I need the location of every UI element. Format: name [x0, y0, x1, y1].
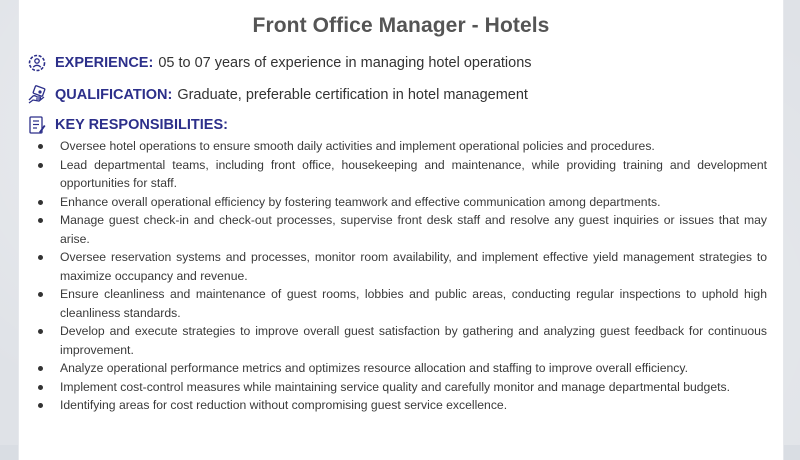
experience-row: [27, 52, 532, 74]
responsibility-item: [38, 193, 767, 212]
responsibility-item: [38, 211, 767, 248]
responsibility-text: Lead departmental teams, including front office, housekeeping and maintenance, while providing training and development opportunities for staff.: [60, 157, 767, 190]
responsibility-item: [38, 359, 767, 378]
responsibility-item: [38, 396, 767, 415]
gear-person-icon: [27, 53, 47, 73]
responsibility-text: Develop and execute strategies to improve overall guest satisfaction by gathering and analyzing guest feedback for continuous improvement.: [60, 324, 767, 357]
qualification-value: Graduate, preferable certification in hotel management: [177, 87, 528, 103]
bullet-icon: [38, 292, 43, 297]
responsibility-text: Implement cost-control measures while maintaining service quality and carefully monitor and manage departmental budgets.: [60, 379, 730, 394]
responsibility-item: [38, 156, 767, 193]
responsibility-text: Enhance overall operational efficiency by fostering teamwork and effective communication among departments.: [60, 194, 661, 209]
responsibility-text: Oversee reservation systems and processes, monitor room availability, and implement effective yield management strategies to maximize occupancy and revenue.: [60, 250, 767, 283]
responsibility-text: Ensure cleanliness and maintenance of guest rooms, lobbies and public areas, conducting regular inspections to uphold high cleanliness standards.: [60, 287, 767, 320]
responsibility-text: Oversee hotel operations to ensure smooth daily activities and implement operational policies and procedures.: [60, 139, 655, 153]
bullet-icon: [38, 329, 43, 334]
bullet-icon: [38, 200, 43, 205]
responsibility-text: Manage guest check-in and check-out processes, supervise front desk staff and resolve any guest inquiries or issues that may arise.: [60, 213, 767, 246]
responsibilities-list: [38, 137, 767, 415]
experience-value: 05 to 07 years of experience in managing hotel operations: [158, 55, 532, 71]
responsibility-item: [38, 137, 767, 156]
qualification-label: QUALIFICATION:: [55, 87, 173, 103]
bullet-icon: [38, 385, 43, 390]
responsibility-item: [38, 378, 767, 397]
checklist-icon: [27, 115, 47, 135]
job-description-card: [18, 0, 784, 460]
responsibility-item: [38, 285, 767, 322]
bullet-icon: [38, 403, 43, 408]
qualification-row: [27, 84, 528, 106]
bullet-icon: [38, 218, 43, 223]
bullet-icon: [38, 366, 43, 371]
bullet-icon: [38, 163, 43, 168]
experience-label: EXPERIENCE:: [55, 55, 154, 71]
certificate-hand-icon: [27, 85, 47, 105]
responsibility-item: [38, 322, 767, 359]
responsibility-text: Analyze operational performance metrics and optimizes resource allocation and staffing to improve overall efficiency.: [60, 361, 688, 375]
responsibility-text: Identifying areas for cost reduction without compromising guest service excellence.: [60, 398, 508, 412]
bullet-icon: [38, 255, 43, 260]
responsibility-item: [38, 248, 767, 285]
page-title: Front Office Manager - Hotels: [252, 14, 550, 37]
responsibilities-label: KEY RESPONSIBILITIES:: [55, 117, 228, 133]
responsibilities-row: [27, 114, 233, 136]
bullet-icon: [38, 144, 43, 149]
